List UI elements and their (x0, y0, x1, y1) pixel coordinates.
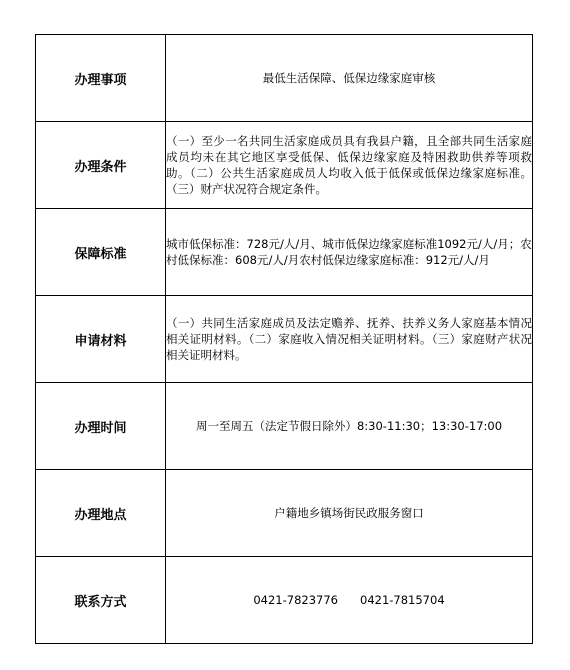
table-row (36, 35, 533, 122)
table-row (36, 470, 533, 557)
row-value-contact (166, 557, 533, 644)
row-value-item: 最低生活保障、低保边缘家庭审核 (166, 35, 533, 122)
row-label-location: 办理地点 (36, 470, 166, 557)
row-value-conditions: （一）至少一名共同生活家庭成员具有我县户籍，且全部共同生活家庭成员均未在其它地区享受低保、低保边缘家庭及特困救助供养等项救助。（二）公共生活家庭成员人均收入低于低保或低保边缘家庭标准。（三）财产状况符合规定条件。 (166, 122, 533, 209)
row-label-materials: 申请材料 (36, 296, 166, 383)
row-label-conditions: 办理条件 (36, 122, 166, 209)
row-value-materials: （一）共同生活家庭成员及法定赡养、抚养、扶养义务人家庭基本情况相关证明材料。（二）家庭收入情况相关证明材料。（三）家庭财产状况相关证明材料。 (166, 296, 533, 383)
contact-phone-2: 0421-7815704 (360, 593, 445, 607)
row-label-item: 办理事项 (36, 35, 166, 122)
table-row (36, 209, 533, 296)
row-label-contact: 联系方式 (36, 557, 166, 644)
table-row (36, 383, 533, 470)
table-row (36, 557, 533, 644)
row-value-location: 户籍地乡镇场街民政服务窗口 (166, 470, 533, 557)
row-label-standard: 保障标准 (36, 209, 166, 296)
row-value-standard: 城市低保标准：728元/人/月、城市低保边缘家庭标准1092元/人/月；农村低保标准：608元/人/月农村低保边缘家庭标准：912元/人/月 (166, 209, 533, 296)
service-info-table (35, 34, 533, 644)
table-row (36, 122, 533, 209)
row-value-hours: 周一至周五（法定节假日除外）8:30-11:30；13:30-17:00 (166, 383, 533, 470)
table-row (36, 296, 533, 383)
row-label-hours: 办理时间 (36, 383, 166, 470)
contact-phone-1: 0421-7823776 (253, 593, 338, 607)
